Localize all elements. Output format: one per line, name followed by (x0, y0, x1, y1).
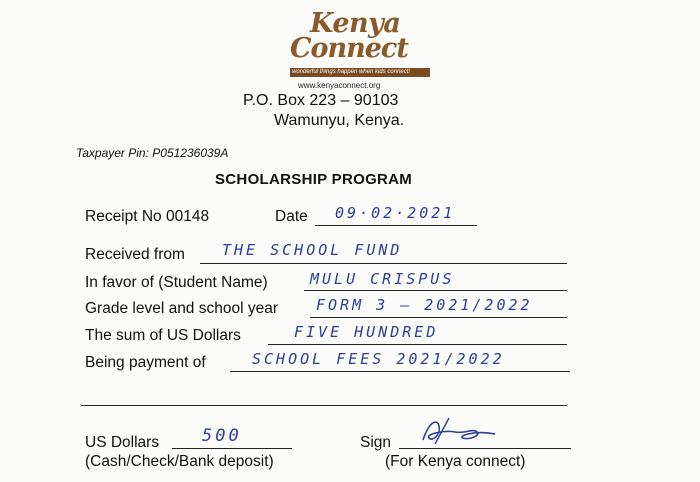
sign-caption: (For Kenya connect) (385, 453, 526, 470)
logo-connect-text: Connect (290, 33, 408, 64)
student-name-value: MULU CRISPUS (310, 270, 455, 288)
date-label: Date (275, 208, 308, 225)
us-dollars-label: US Dollars (85, 434, 160, 451)
sign-label: Sign (360, 434, 392, 451)
student-name-label: In favor of (Student Name) (85, 274, 268, 291)
blank-line (81, 405, 567, 406)
receipt-number: Receipt No 00148 (85, 208, 210, 225)
date-underline (315, 225, 477, 226)
us-dollars-underline (172, 448, 292, 449)
grade-underline (310, 317, 567, 318)
grade-value: FORM 3 – 2021/2022 (316, 296, 533, 314)
received-from-underline (200, 263, 567, 264)
payment-label: Being payment of (85, 354, 206, 371)
received-from-value: THE SCHOOL FUND (222, 241, 403, 259)
sum-value: FIVE HUNDRED (294, 323, 439, 341)
date-value: 09·02·2021 (335, 204, 456, 222)
payment-value: SCHOOL FEES 2021/2022 (252, 350, 505, 368)
payment-method: (Cash/Check/Bank deposit) (85, 453, 274, 470)
signature-scribble (415, 412, 505, 452)
grade-label: Grade level and school year (85, 300, 279, 317)
logo-kenya-text: Kenya (310, 8, 401, 39)
logo-url: www.kenyaconnect.org (298, 81, 381, 90)
address-line-1: P.O. Box 223 – 90103 (243, 92, 399, 109)
address-line-2: Wamunyu, Kenya. (274, 112, 405, 129)
taxpayer-pin: Taxpayer Pin: P051236039A (76, 146, 229, 160)
payment-underline (230, 371, 570, 372)
document-title: SCHOLARSHIP PROGRAM (215, 171, 413, 188)
received-from-label: Received from (85, 246, 185, 263)
us-dollars-value: 500 (202, 426, 242, 446)
sum-label: The sum of US Dollars (85, 327, 241, 344)
student-name-underline (304, 290, 567, 291)
sum-underline (268, 344, 567, 345)
logo-tagline: wonderful things happen when kids connect! (292, 69, 411, 75)
